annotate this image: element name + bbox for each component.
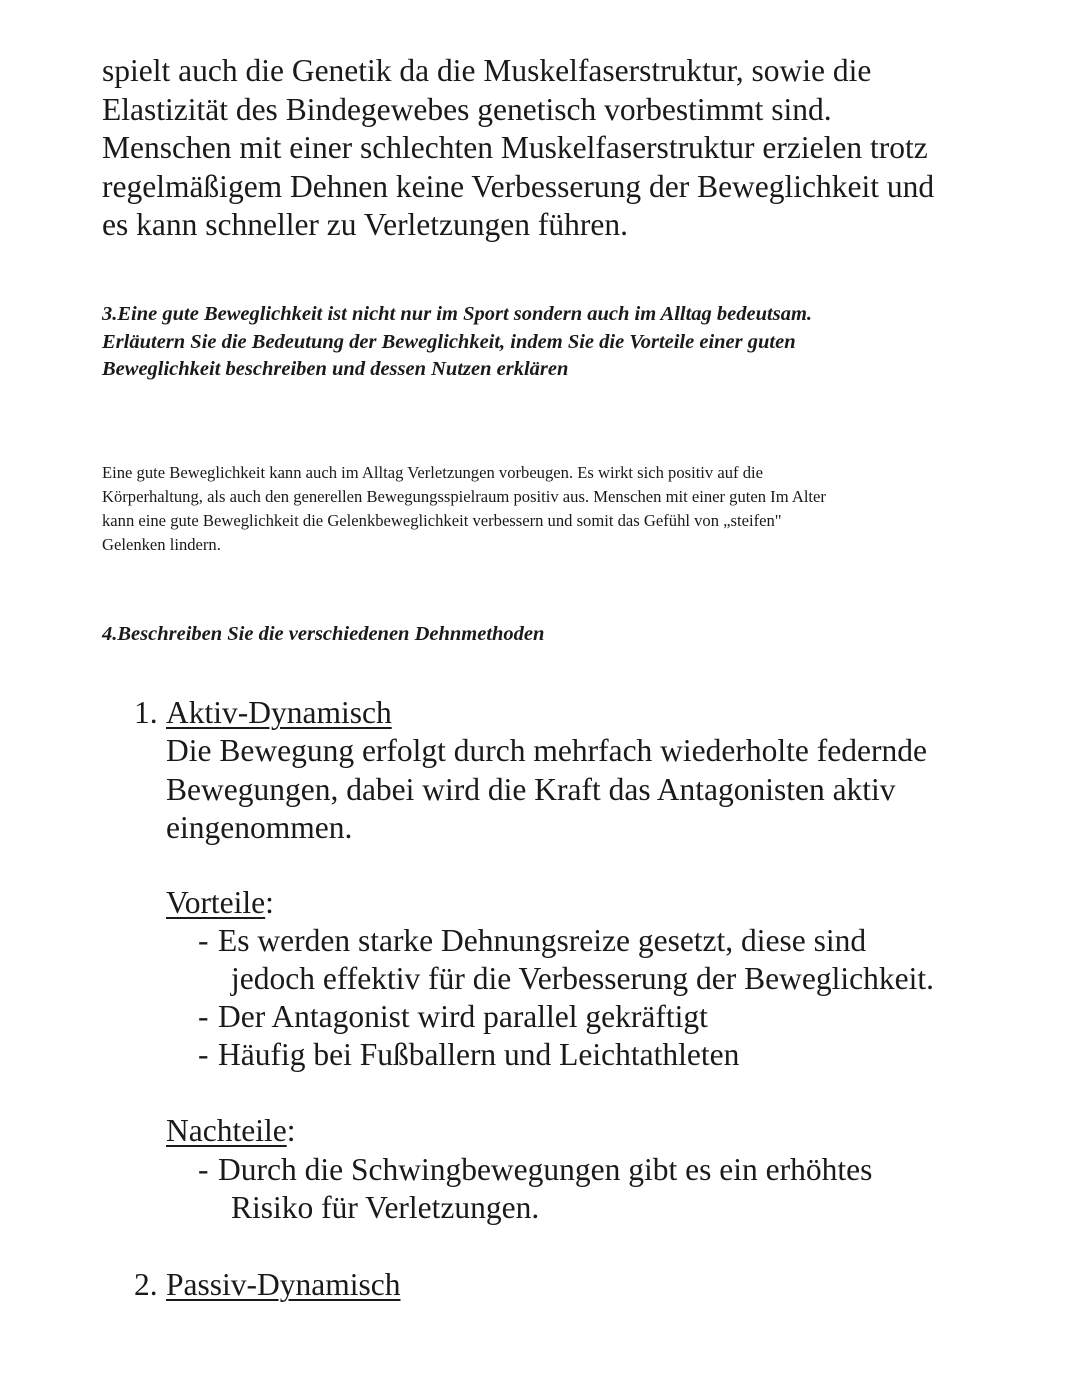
list-item-line: jedoch effektiv für die Verbesserung der Beweglichkeit. (231, 961, 934, 996)
method-1-title (134, 694, 392, 733)
intro-line: spielt auch die Genetik da die Muskelfaserstruktur, sowie die (102, 53, 872, 88)
list-item-line: Der Antagonist wird parallel gekräftigt (218, 999, 708, 1034)
list-item-line: Risiko für Verletzungen. (231, 1190, 540, 1225)
method-1-description (166, 732, 927, 848)
question-3-line: 3.Eine gute Beweglichkeit ist nicht nur im Sport sondern auch im Alltag bedeutsam. (102, 303, 813, 325)
pros-list (196, 922, 1016, 1074)
list-item-line: Durch die Schwingbewegungen gibt es ein erhöhtes (218, 1152, 873, 1187)
list-item (196, 998, 1016, 1036)
intro-line: es kann schneller zu Verletzungen führen. (102, 207, 628, 242)
method-1-name: Aktiv-Dynamisch (166, 695, 392, 730)
pros-heading: Vorteile: (166, 885, 274, 920)
answer-3-line: Eine gute Beweglichkeit kann auch im Alltag Verletzungen vorbeugen. Es wirkt sich positiv auf die (102, 463, 763, 482)
list-item (196, 1036, 1016, 1074)
intro-line: regelmäßigem Dehnen keine Verbesserung der Beweglichkeit und (102, 168, 935, 204)
answer-3 (102, 461, 1002, 557)
method-1-description-line: Die Bewegung erfolgt durch mehrfach wiederholte federnde (166, 733, 927, 768)
cons-label: Nachteile (166, 1113, 287, 1148)
intro-paragraph (102, 52, 1002, 245)
cons-heading: Nachteile: (166, 1113, 296, 1148)
question-4-text: 4.Beschreiben Sie die verschiedenen Dehnmethoden (102, 623, 545, 645)
cons-list (196, 1151, 1016, 1227)
question-3-line: Erläutern Sie die Bedeutung der Beweglichkeit, indem Sie die Vorteile einer guten (102, 330, 796, 353)
list-item-line: Es werden starke Dehnungsreize gesetzt, diese sind (218, 923, 867, 958)
answer-3-line: Körperhaltung, als auch den generellen Bewegungsspielraum positiv aus. Menschen mit einer guten Im Alter (102, 487, 826, 506)
intro-line: Menschen mit einer schlechten Muskelfaserstruktur erzielen trotz (102, 130, 928, 165)
method-1-description-line: eingenommen. (166, 810, 353, 845)
method-2-title (134, 1266, 400, 1305)
method-1-number: 1. (134, 695, 158, 730)
method-1-description-line: Bewegungen, dabei wird die Kraft das Antagonisten aktiv (166, 771, 896, 807)
intro-line: Elastizität des Bindegewebes genetisch vorbestimmt sind. (102, 91, 832, 127)
list-item-line: Häufig bei Fußballern und Leichtathleten (218, 1037, 740, 1072)
question-3-line: Beweglichkeit beschreiben und dessen Nutzen erklären (102, 358, 569, 380)
question-3 (102, 301, 1002, 384)
pros-label: Vorteile (166, 885, 266, 920)
method-2-number: 2. (134, 1267, 158, 1302)
question-4 (102, 621, 1002, 649)
list-item (196, 1151, 1016, 1227)
method-2-name: Passiv-Dynamisch (166, 1267, 401, 1302)
answer-3-line: Gelenken lindern. (102, 535, 221, 554)
answer-3-line: kann eine gute Beweglichkeit die Gelenkbeweglichkeit verbessern und somit das Gefühl von „steifen" (102, 511, 782, 530)
list-item (196, 922, 1016, 998)
